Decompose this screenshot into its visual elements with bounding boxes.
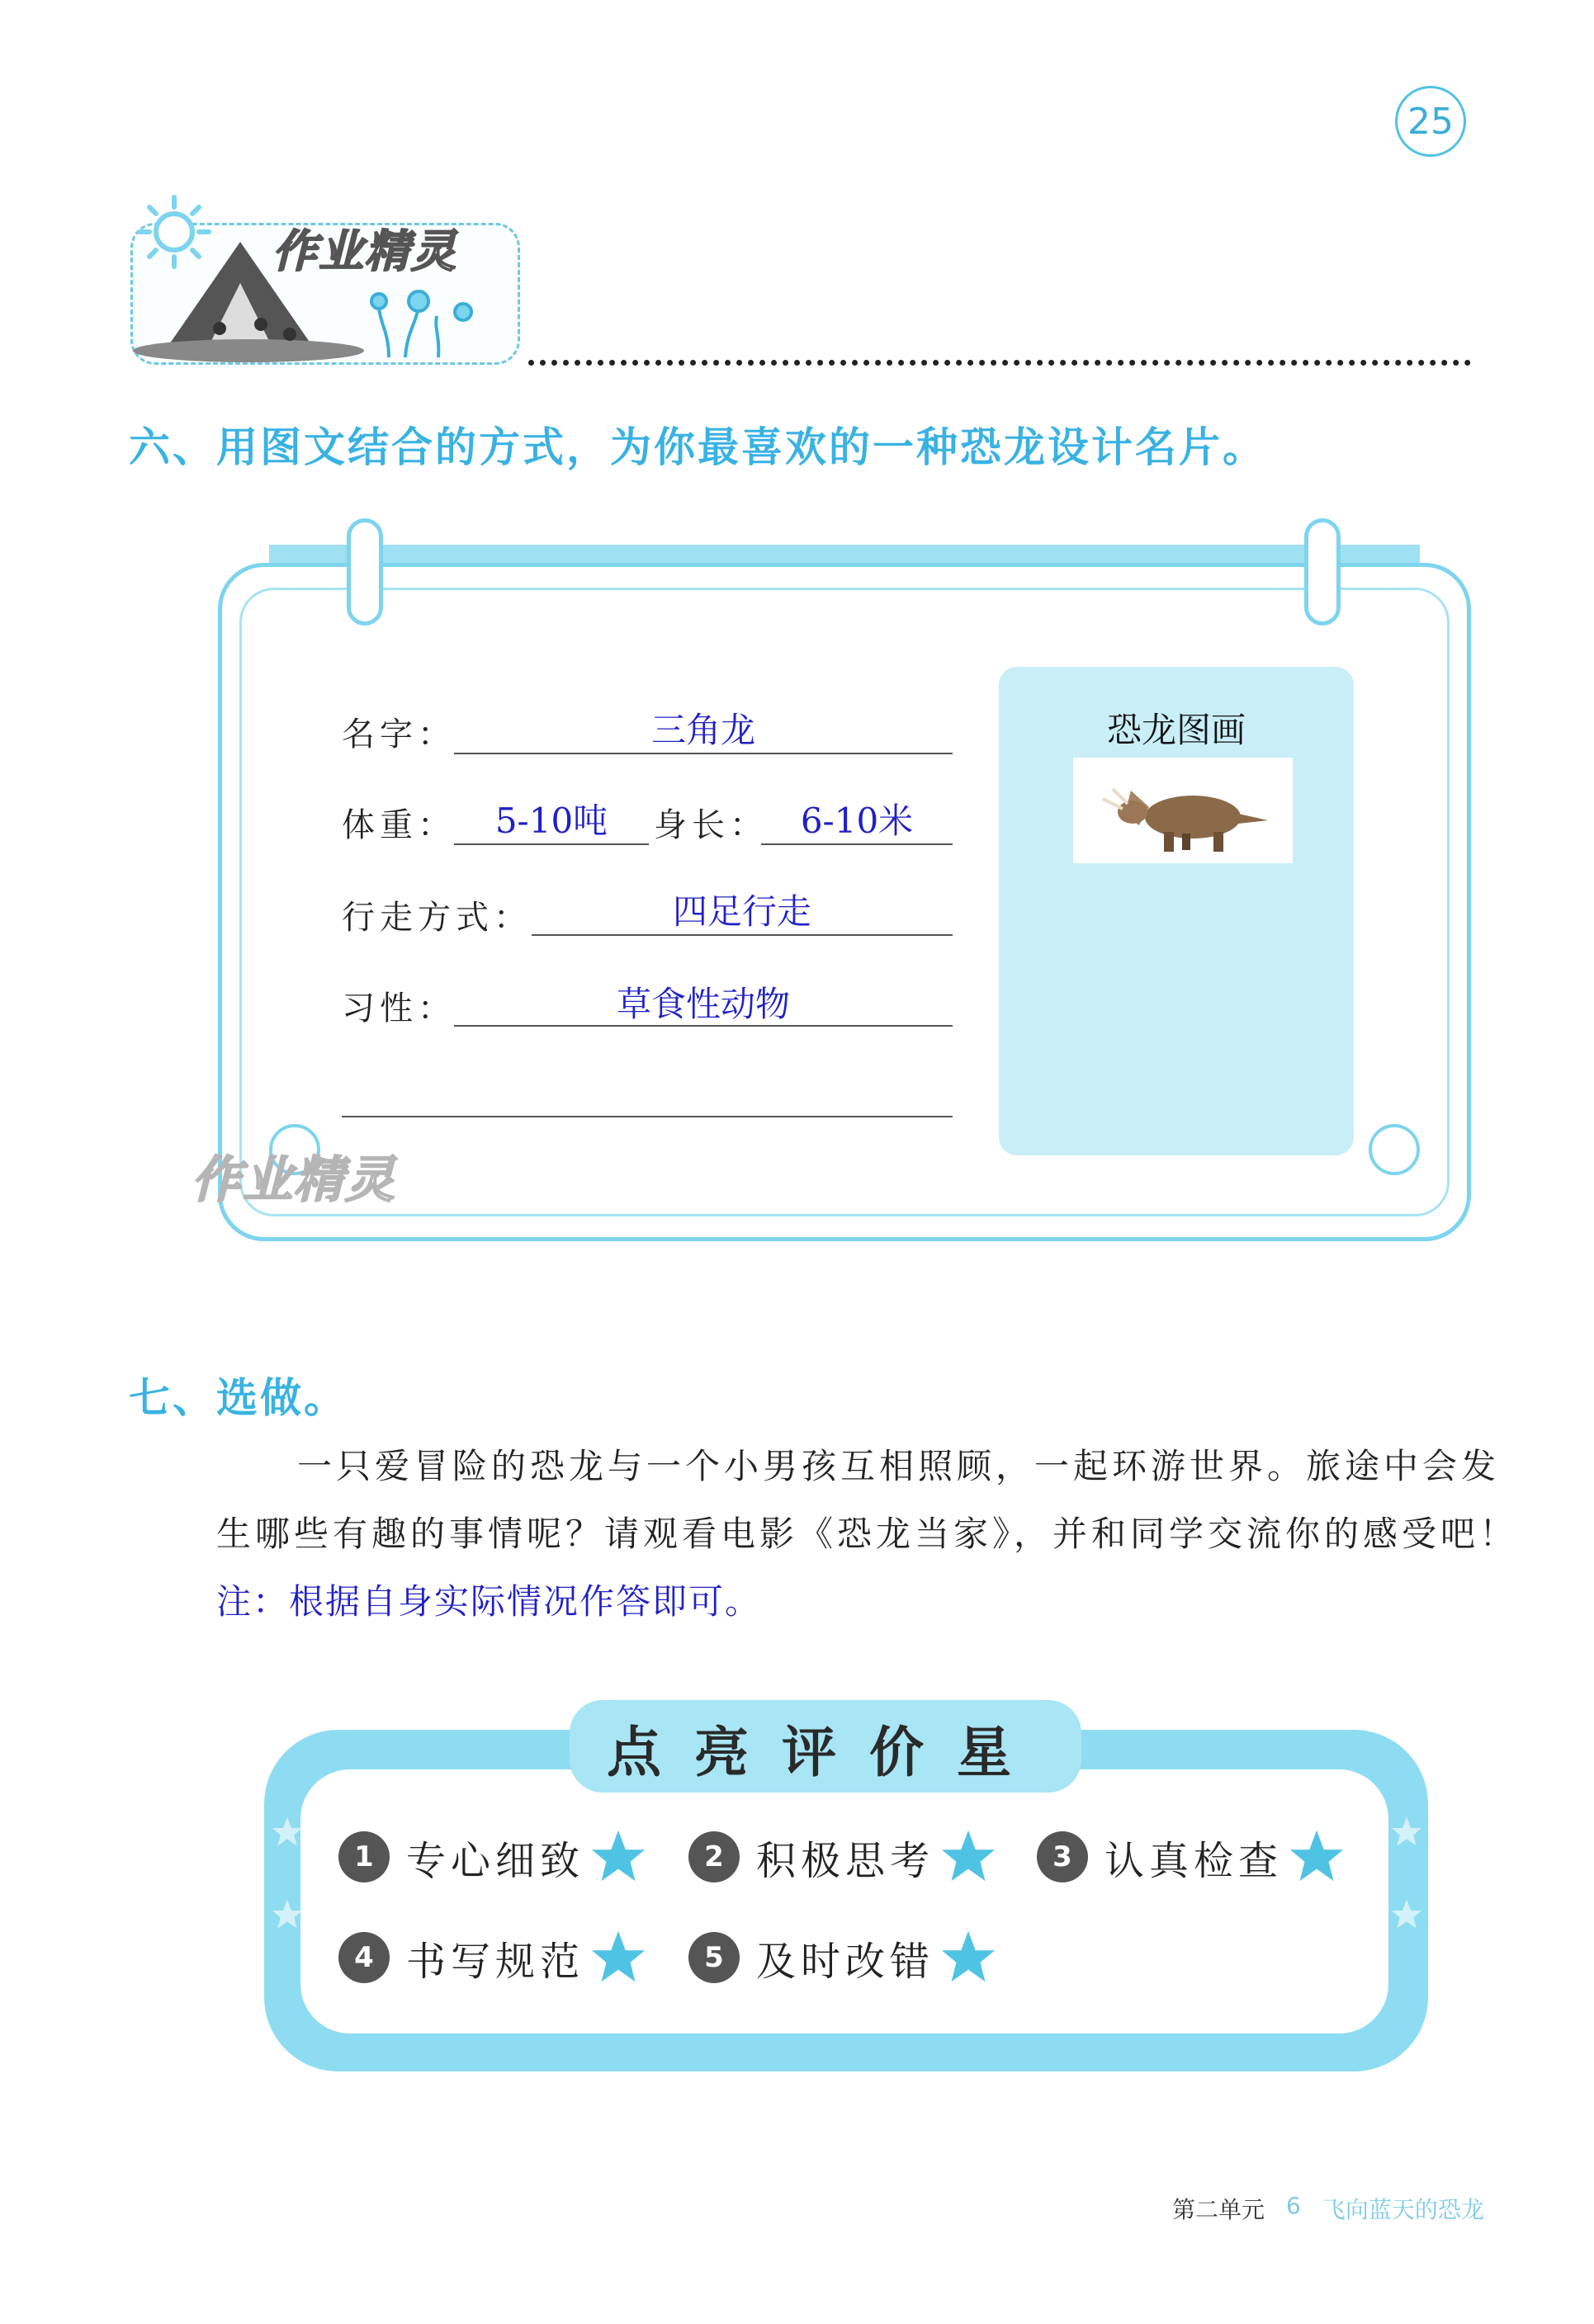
eval-label: 专心细致	[406, 1837, 585, 1884]
length-value: 6-10米	[800, 801, 914, 841]
eval-item-4	[338, 1925, 647, 1991]
card-top-band	[269, 545, 1420, 564]
eval-label: 书写规范	[406, 1938, 585, 1985]
length-line	[761, 843, 953, 845]
walk-label: 行走方式：	[342, 899, 532, 937]
habit-value: 草食性动物	[616, 984, 790, 1024]
evaluation-inner	[300, 1769, 1388, 2034]
binder-ring-left	[347, 518, 383, 626]
side-star-icon	[1390, 1816, 1423, 1849]
triceratops-icon	[1073, 758, 1293, 863]
walk-line	[532, 934, 953, 936]
section6-title: 六、用图文结合的方式，为你最喜欢的一种恐龙设计名片。	[129, 423, 1266, 471]
eval-number: 1	[338, 1831, 390, 1882]
footer-lesson-number: 6	[1286, 2192, 1301, 2219]
name-label: 名字：	[342, 716, 456, 753]
weight-value: 5-10吨	[494, 801, 608, 841]
flower-plants-icon	[371, 291, 471, 357]
section7-title: 七、选做。	[129, 1373, 348, 1422]
eval-item-5	[688, 1925, 997, 1991]
eval-item-3	[1037, 1824, 1346, 1890]
picture-label: 恐龙图画	[1106, 710, 1246, 750]
footer-unit: 第二单元	[1172, 2196, 1265, 2223]
badge-title: 作业精灵	[272, 225, 457, 277]
watermark: 作业精灵	[192, 1151, 396, 1209]
page-footer	[1172, 2192, 1484, 2225]
weight-label: 体重：	[342, 806, 456, 844]
eval-number: 2	[688, 1831, 740, 1882]
section7-paragraph-line2: 生哪些有趣的事情呢？请观看电影《恐龙当家》，并和同学交流你的感受吧！	[216, 1514, 1519, 1554]
triceratops-image	[1073, 758, 1293, 863]
eval-number: 4	[338, 1932, 390, 1983]
weight-line	[454, 843, 649, 845]
star-icon[interactable]	[939, 1828, 997, 1886]
star-icon[interactable]	[589, 1828, 647, 1886]
card-hole-right	[1369, 1124, 1420, 1175]
length-label: 身长：	[654, 806, 768, 844]
walk-value: 四足行走	[672, 891, 811, 932]
eval-label: 及时改错	[756, 1938, 935, 1985]
dotted-divider	[528, 360, 1471, 366]
side-star-icon	[271, 1816, 304, 1849]
footer-lesson-title: 飞向蓝天的恐龙	[1322, 2196, 1484, 2223]
side-star-icon	[271, 1898, 304, 1931]
star-icon[interactable]	[589, 1929, 647, 1986]
star-icon[interactable]	[1288, 1828, 1346, 1886]
eval-number: 3	[1037, 1831, 1088, 1882]
eval-item-2	[688, 1824, 997, 1890]
page-number: 25	[1395, 86, 1466, 157]
section7-paragraph-line1: 一只爱冒险的恐龙与一个小男孩互相照顾，一起环游世界。旅途中会发	[297, 1446, 1501, 1486]
side-star-icon	[1390, 1898, 1423, 1931]
answer-note: 注：根据自身实际情况作答即可。	[216, 1581, 762, 1622]
binder-ring-right	[1304, 518, 1341, 626]
name-line	[454, 753, 953, 754]
habit-label: 习性：	[342, 990, 456, 1027]
sun-icon	[140, 197, 209, 267]
star-icon[interactable]	[939, 1929, 997, 1986]
eval-number: 5	[688, 1932, 740, 1983]
blank-line	[342, 1116, 953, 1117]
eval-label: 认真检查	[1104, 1837, 1284, 1884]
evaluation-title: 点亮评价星	[607, 1721, 1044, 1784]
eval-label: 积极思考	[756, 1837, 935, 1884]
name-value: 三角龙	[650, 710, 755, 750]
eval-item-1	[338, 1824, 647, 1890]
